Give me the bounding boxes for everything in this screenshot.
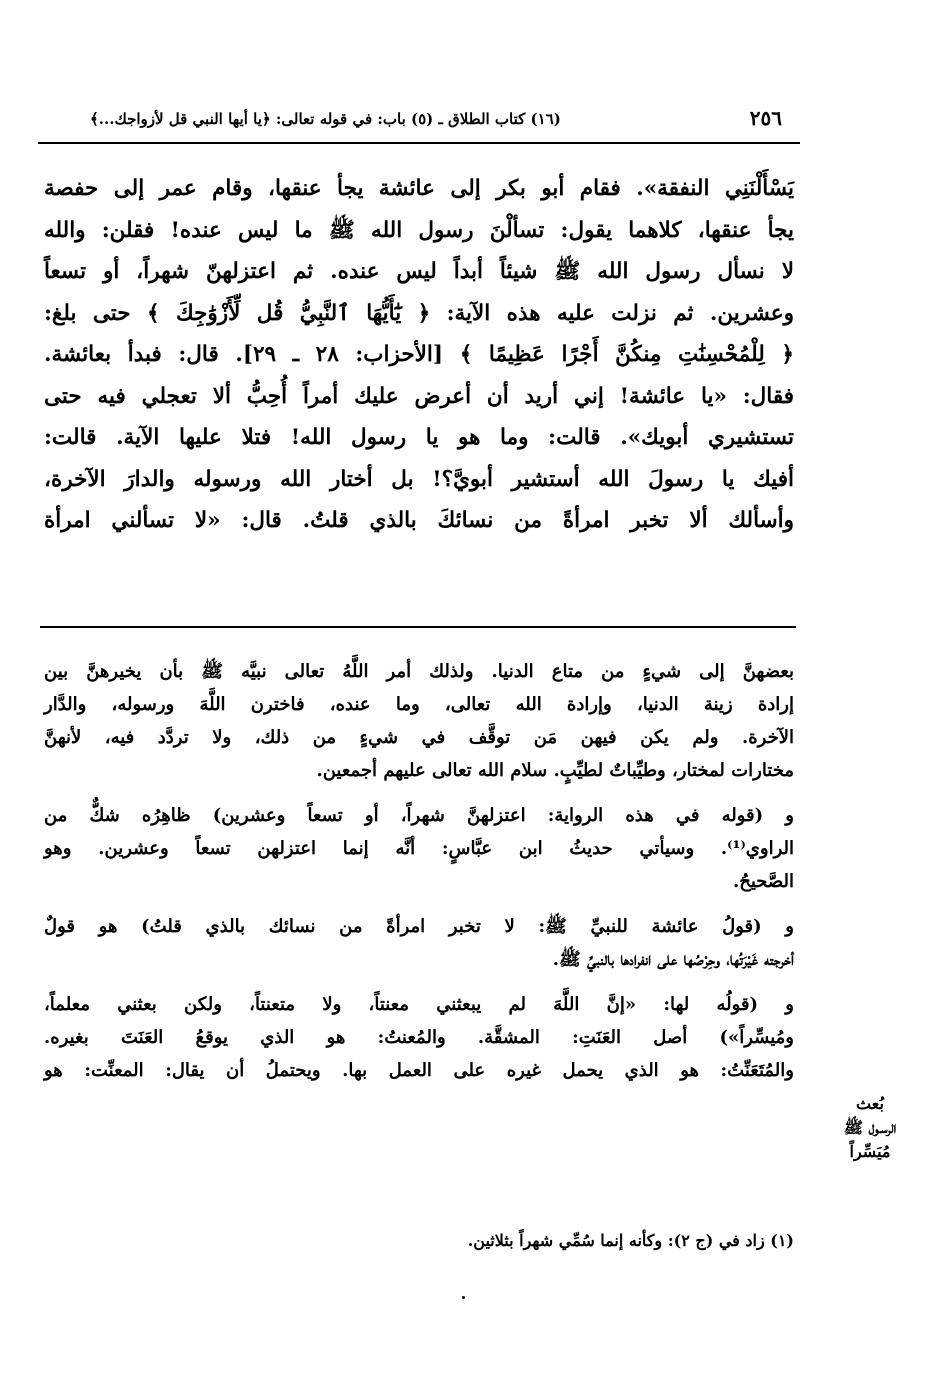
page-header xyxy=(40,100,800,136)
commentary-line: الآخرة. ولم يكن فيهن مَن توقَّف في شيءٍ من ذلك، ولا تردَّد فيه، لأنهنَّ xyxy=(44,727,794,748)
commentary-line: و (قوله في هذه الرواية: اعتزلهنَّ شهراً، أو تسعاً وعشرين) ظاهِرُه شكٌّ من xyxy=(44,805,794,826)
footnote: (١) زاد في (ج ٢): وكأنه إنما سُمِّي شهراً بثلاثين. xyxy=(467,1231,794,1250)
hadith-line: يجأ عنقها، كلاهما يقول: تسألْنَ رسول الله ﷺ ما ليس عنده! فقلن: والله xyxy=(44,217,794,243)
hadith-line: ﴿ لِلْمُحْسِنَٰتِ مِنكُنَّ أَجْرًا عَظِيمًا ﴾ [الأحزاب: ٢٨ ـ ٢٩]. قال: فبدأ بعائشة. xyxy=(44,342,794,367)
commentary-paragraph xyxy=(44,910,794,976)
commentary-line: والمُتَعَنِّتُ: هو الذي يحمل غيره على العمل بها. ويحتملُ أن يقال: المعنِّت: هو xyxy=(44,1060,794,1081)
hadith-line: وعشرين. ثم نزلت عليه هذه الآية: ﴿ يَٰٓأَيُّهَا ٱلنَّبِيُّ قُل لِّأَزْوَٰجِكَ ﴾ حتى بلغ: xyxy=(44,300,794,326)
page-number: ٢٥٦ xyxy=(749,106,782,130)
commentary-paragraph xyxy=(44,988,794,1087)
commentary-paragraph xyxy=(44,799,794,898)
margin-note-line: الرسـول ﷺ xyxy=(843,1118,897,1137)
commentary-paragraph xyxy=(44,655,794,787)
commentary-line: و (قولُ عائشة للنبيِّ ﷺ: لا تخبر امرأةً من نسائك بالذي قلتُ) هو قولٌ xyxy=(44,916,794,937)
commentary-line: أخرجته غَيْرَتُها، وحِرْصُها على انفرادها بالنبيِّ ﷺ. xyxy=(552,949,794,970)
hadith-line: أفيك يا رسولَ الله أستشير أبويَّ؟! بل أختار الله ورسوله والدارَ الآخرة، xyxy=(44,466,794,492)
header-rule xyxy=(38,142,800,144)
commentary-line: الصَّحيحُ. xyxy=(732,871,794,892)
commentary xyxy=(44,655,794,1099)
commentary-line: إرادة زينة الدنيا، وإرادة الله تعالى، وما عنده، فاخترن اللَّهَ ورسوله، والدَّار xyxy=(44,694,794,715)
margin-note xyxy=(811,1092,929,1164)
running-title: (١٦) كتاب الطلاق ـ (٥) باب: في قوله تعالى: ﴿يا أيها النبي قل لأزواجك...﴾ xyxy=(90,110,561,128)
commentary-line: و (قولُه لها: «إنَّ اللَّهَ لم يبعثني معنتاً، ولا متعنتاً، ولكن بعثني معلماً، xyxy=(44,994,794,1015)
hadith-line: فقال: «يا عائشة! إني أريد أن أعرض عليك أمراً أُحِبُّ ألا تعجلي فيه حتى xyxy=(44,383,794,409)
margin-note-line: مُيَسِّراً xyxy=(849,1142,891,1161)
commentary-line: الراوي⁽¹⁾. وسيأتي حديثُ ابن عبَّاسٍ: أنَّه إنما اعتزلهن تسعاً وعشرين. وهو xyxy=(44,838,794,859)
hadith-line: يَسْأَلْنَنِي النفقة». فقام أبو بكر إلى عائشة يجأ عنقها، وقام عمر إلى حفصة xyxy=(44,176,794,201)
hadith-line: تستشيري أبويك». قالت: وما هو يا رسول الله! فتلا عليها الآية. قالت: xyxy=(44,425,794,450)
hadith-text xyxy=(44,168,794,542)
text-separator xyxy=(40,626,796,628)
margin-note-line: بُعث xyxy=(856,1094,884,1113)
commentary-line: ومُيسِّراً») أصل العَنَتِ: المشقَّة. والمُعنتُ: هو الذي يوقعُ العَنَتَ بغيره. xyxy=(44,1027,794,1048)
commentary-line: بعضهنَّ إلى شيءٍ من متاع الدنيا. ولذلك أمر اللَّهُ تعالى نبيَّه ﷺ بأن يخيرهنَّ بين xyxy=(44,661,794,682)
page-mark xyxy=(462,1296,465,1299)
commentary-line: مختارات لمختار، وطيِّباتٌ لطيِّبٍ. سلام الله تعالى عليهم أجمعين. xyxy=(316,760,794,781)
hadith-line: وأسألك ألا تخبر امرأةً من نسائكَ بالذي قلتُ. قال: «لا تسألني امرأة xyxy=(44,508,794,533)
hadith-line: لا نسأل رسول الله ﷺ شيئاً أبداً ليس عنده. ثم اعتزلهنّ شهراً، أو تسعاً xyxy=(44,259,794,284)
